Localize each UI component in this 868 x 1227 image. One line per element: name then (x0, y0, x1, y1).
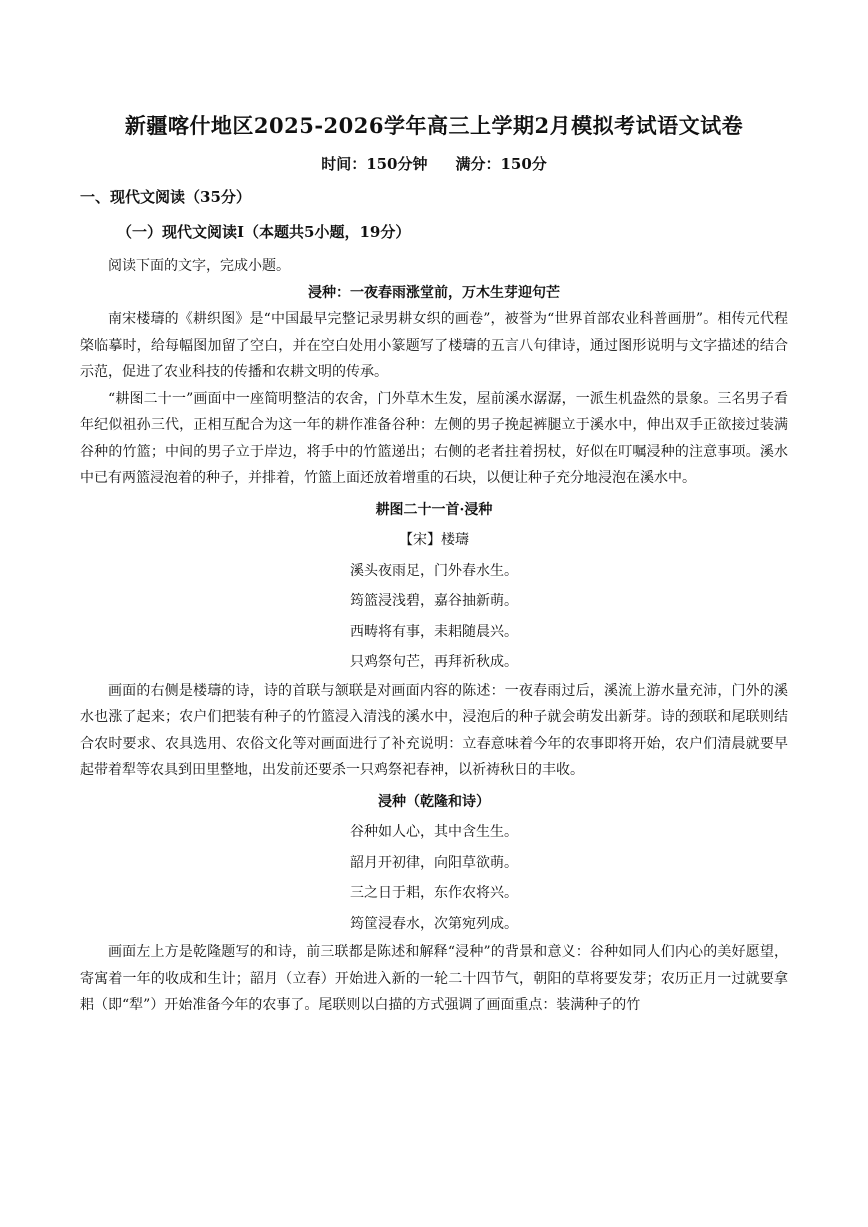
poem1-line: 溪头夜雨足，门外春水生。 (350, 562, 518, 579)
paragraph-1: 南宋楼璹的《耕织图》是“中国最早完整记录男耕女织的画卷”，被誉为“世界首部农业科普画册”。相传元代程棨临摹时，给每幅图加留了空白，并在空白处用小篆题写了楼璹的五言八句律诗，通过图形说明与文字描述的结合示范，促进了农业科技的传播和农耕文明的传承。 (80, 311, 788, 380)
poem1-line: 筠篮浸浅碧，嘉谷抽新萌。 (350, 593, 518, 609)
article-title: 浸种：一夜春雨涨堂前，万木生芽迎句芒 (308, 284, 560, 301)
paragraph-4: 画面左上方是乾隆题写的和诗，前三联都是陈述和解释“浸种”的背景和意义：谷种如同人们内心的美好愿望，寄寓着一年的收成和生计；韶月（立春）开始进入新的一轮二十四节气，朝阳的草将要发芽；农历正月一过就要拿耜（即“犁”）开始准备今年的农事了。尾联则以白描的方式强调了画面重点：装满种子的竹 (80, 944, 788, 1013)
poem2-line: 韶月开初律，向阳草欲萌。 (350, 854, 518, 871)
reading-passage (80, 253, 788, 1019)
paragraph-2: “耕图二十一”画面中一座简明整洁的农舍，门外草木生发，屋前溪水潺潺，一派生机盎然的景象。三名男子看年纪似祖孙三代，正相互配合为这一年的耕作准备谷种：左侧的男子挽起裤腿立于溪水中，伸出双手正欲接过装满谷种的竹篮；中间的男子立于岸边，将手中的竹篮递出；右侧的老者拄着拐杖，好似在叮嘱浸种的注意事项。溪水中已有两篮浸泡着的种子，并排着，竹篮上面还放着增重的石块，以便让种子充分地浸泡在溪水中。 (80, 390, 788, 486)
subsection-heading: （一）现代文阅读Ⅰ（本题共5小题，19分） (117, 223, 411, 241)
exam-time: 时间：150分钟 (321, 155, 428, 173)
paragraph-3: 画面的右侧是楼璹的诗，诗的首联与颔联是对画面内容的陈述：一夜春雨过后，溪流上游水量充沛，门外的溪水也涨了起来；农户们把装有种子的竹篮浸入清浅的溪水中，浸泡后的种子就会萌发出新芽。诗的颈联和尾联则结合农时要求、农具选用、农俗文化等对画面进行了补充说明：立春意味着今年的农事即将开始，农户们清晨就要早起带着犁等农具到田里整地，出发前还要杀一只鸡祭祀春神，以祈祷秋日的丰收。 (80, 682, 788, 778)
section-heading: 一、现代文阅读（35分） (80, 188, 251, 206)
exam-meta (0, 153, 868, 174)
poem1-title: 耕图二十一首·浸种 (375, 501, 493, 518)
poem2-line: 筠筐浸春水，次第宛列成。 (350, 915, 518, 932)
exam-title: 新疆喀什地区2025-2026学年高三上学期2月模拟考试语文试卷 (124, 113, 744, 138)
poem1-author: 【宋】楼璹 (399, 532, 469, 548)
poem2-line: 谷种如人心，其中含生生。 (350, 824, 518, 840)
poem1-line: 西畴将有事，耒耜随晨兴。 (350, 623, 518, 640)
poem2-line: 三之日于耜，东作农将兴。 (350, 885, 518, 901)
poem1-line: 只鸡祭句芒，再拜祈秋成。 (350, 654, 518, 670)
poem2-title: 浸种（乾隆和诗） (378, 793, 490, 810)
exam-score: 满分：150分 (455, 155, 547, 173)
instruction-text: 阅读下面的文字，完成小题。 (108, 258, 290, 274)
